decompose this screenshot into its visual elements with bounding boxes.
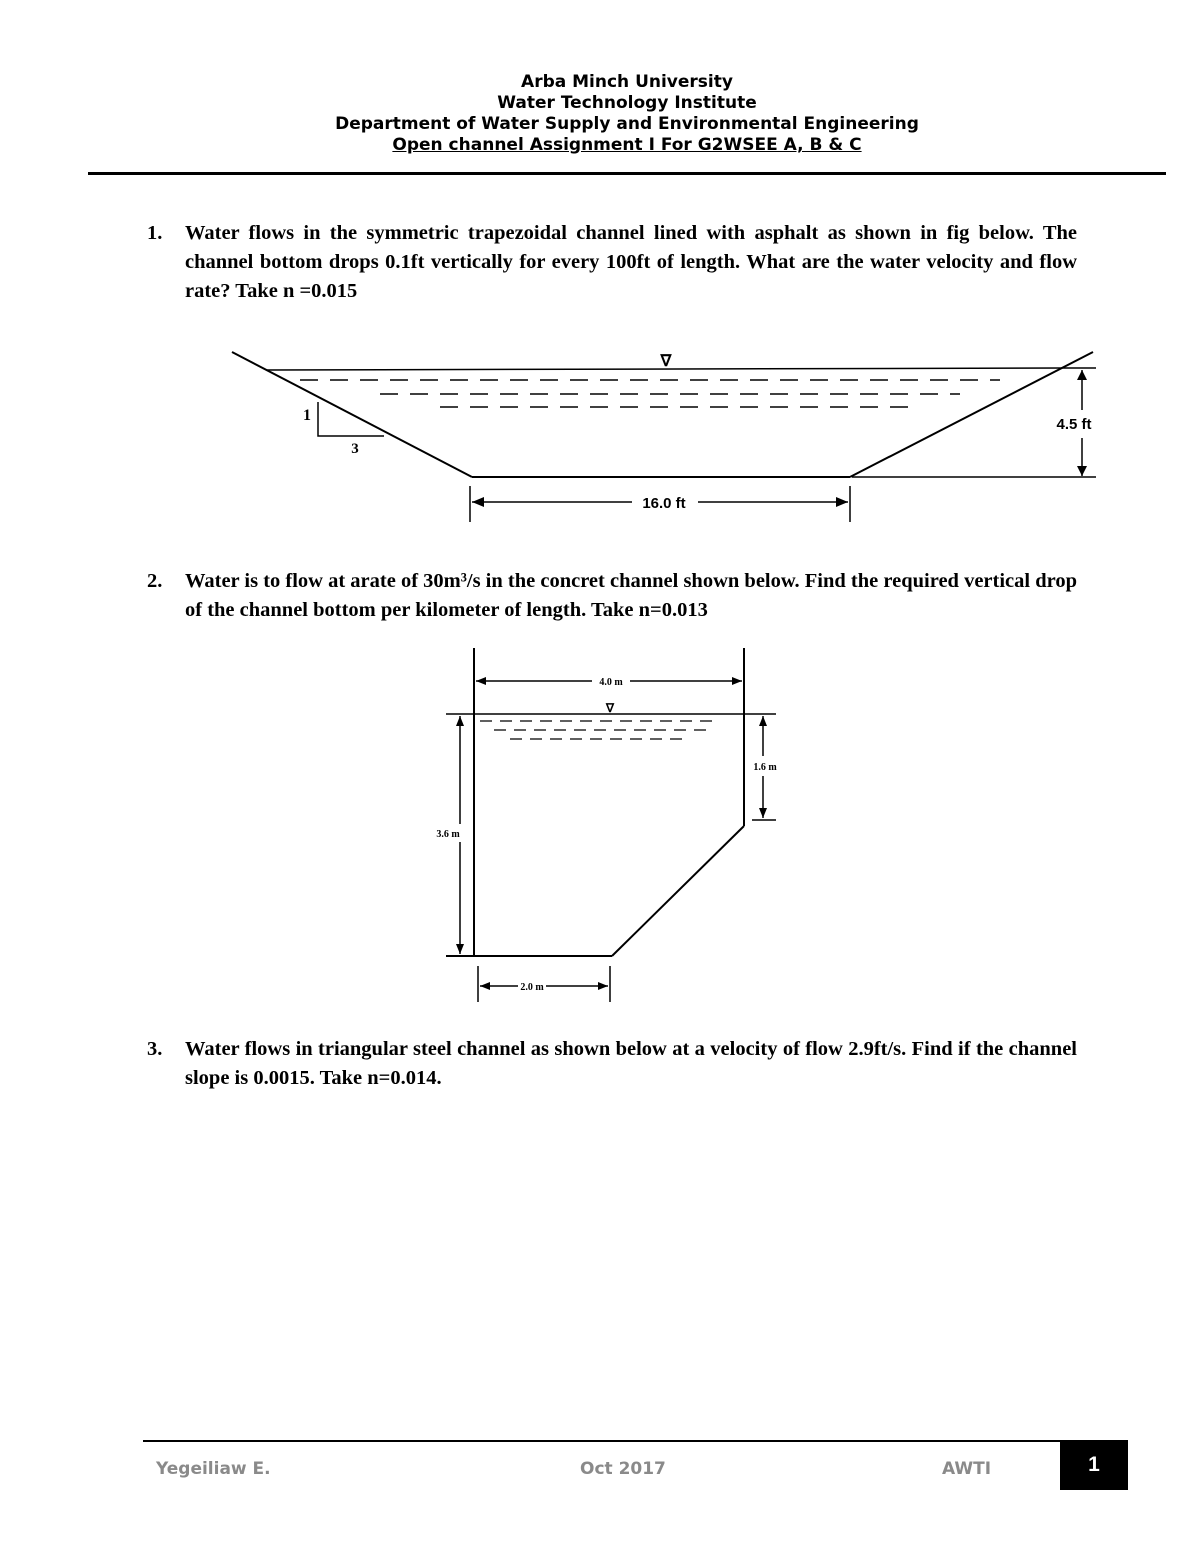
left-channel-wall [232,352,472,477]
water-surface-symbol-2: ∇ [605,701,615,715]
depth-label: 4.5 ft [1056,416,1092,433]
water-dash-marks [300,380,1000,407]
footer-author: Yegeiliaw E. [156,1459,271,1479]
question-1-text: Water flows in the symmetric trapezoidal channel lined with asphalt as shown in fig below. The channel bottom drops 0.1ft vertically for every 100ft of length. What are the water velocity and flow rate? Take n =0.015 [185,222,1077,302]
assignment-title: Open channel Assignment I For G2WSEE A, B & C [392,135,862,155]
right-channel-wall [850,352,1093,477]
slope-rise-label: 1 [303,407,311,424]
slope-run-label: 3 [351,441,359,457]
question-3-text: Water flows in triangular steel channel as shown below at a velocity of flow 2.9ft/s. Find if the channel slope is 0.0015. Take n=0.014. [185,1038,1077,1089]
question-2-number: 2. [147,570,163,592]
header-rule [88,172,1166,175]
concrete-channel-figure [446,648,776,1002]
question-1 [147,219,1077,306]
water-surface-symbol: ∇ [660,353,672,370]
question-2 [147,567,1077,625]
footer-institute: AWTI [942,1459,992,1479]
left-depth-label: 3.6 m [436,829,460,840]
bottom-width-label-2: 2.0 m [520,982,544,993]
question-3-number: 3. [147,1038,163,1060]
right-depth-label: 1.6 m [753,762,777,773]
department-name: Department of Water Supply and Environmental Engineering [335,114,919,134]
footer-rule [143,1440,1060,1442]
institute-name: Water Technology Institute [497,93,757,113]
question-2-text: Water is to flow at arate of 30m³/s in the concret channel shown below. Find the required vertical drop of the channel bottom per kilometer of length. Take n=0.013 [185,570,1077,621]
sloped-channel-side [612,826,744,956]
question-3 [147,1035,1077,1093]
document-header [88,72,1166,156]
water-dash-marks-2 [480,721,720,739]
water-surface-line [266,368,1066,370]
question-1-number: 1. [147,222,163,244]
page-number: 1 [1060,1440,1128,1490]
bottom-width-label: 16.0 ft [642,495,686,512]
university-name: Arba Minch University [521,72,733,92]
footer-date: Oct 2017 [580,1459,666,1479]
top-width-label: 4.0 m [599,677,623,688]
slope-triangle [318,402,384,436]
